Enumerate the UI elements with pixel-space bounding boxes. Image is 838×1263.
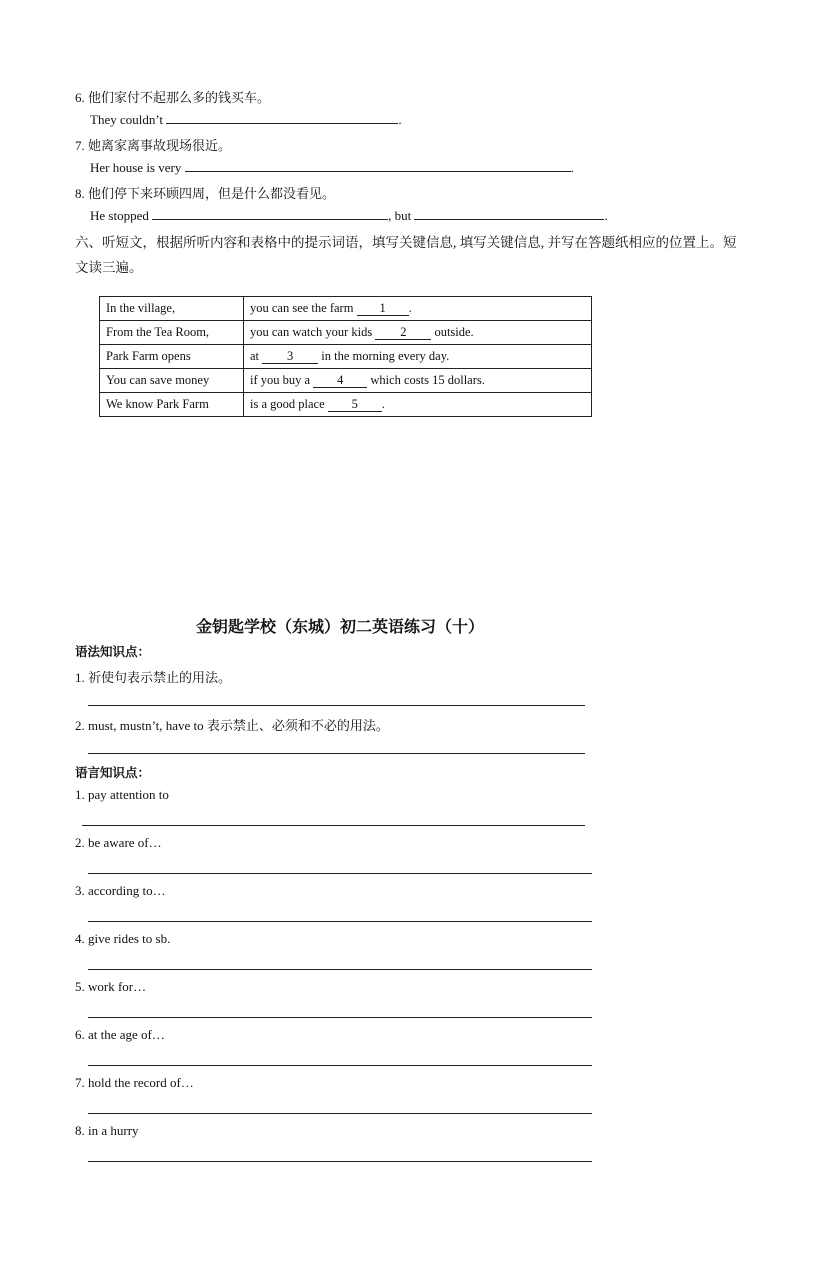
language-item-4: 4. give rides to sb.	[75, 931, 171, 946]
question-6-chinese: 6. 他们家付不起那么多的钱买车。	[75, 90, 271, 105]
question-6-answer-line	[90, 111, 402, 128]
cell-text: at	[250, 349, 260, 363]
language-answer-line-6[interactable]	[88, 1065, 592, 1066]
table-row	[100, 297, 592, 321]
language-item-1: 1. pay attention to	[75, 787, 169, 802]
grammar-item-2: 2. must, mustn’t, have to 表示禁止、必须和不必的用法。	[75, 718, 389, 733]
language-item-7: 7. hold the record of…	[75, 1075, 194, 1090]
language-answer-line-5[interactable]	[88, 1017, 592, 1018]
answer-blank-3[interactable]: 3	[262, 350, 318, 364]
table-cell-right	[244, 297, 592, 321]
table-row	[100, 321, 592, 345]
language-item-3: 3. according to…	[75, 883, 166, 898]
question-8-blank-1[interactable]	[152, 207, 388, 220]
exercise-title: 金钥匙学校（东城）初二英语练习（十）	[196, 617, 485, 636]
grammar-heading: 语法知识点：	[75, 644, 151, 659]
grammar-answer-line-2[interactable]	[88, 753, 585, 754]
table-row	[100, 345, 592, 369]
language-item-5: 5. work for…	[75, 979, 147, 994]
language-answer-line-4[interactable]	[88, 969, 592, 970]
question-8-english-start: He stopped	[90, 208, 149, 223]
question-8-period: .	[604, 208, 608, 223]
table-row	[100, 393, 592, 417]
listening-instruction-line-1: 六、听短文，根据所听内容和表格中的提示词语，填写关键信息, 填写关键信息, 并写在答题纸相应的位置上。短	[75, 235, 737, 250]
question-7-blank[interactable]	[185, 159, 571, 172]
cell-text: outside.	[434, 325, 474, 339]
table-cell-right	[244, 345, 592, 369]
cell-text: .	[381, 397, 385, 411]
cell-text: if you buy a	[250, 373, 311, 387]
grammar-item-1: 1. 祈使句表示禁止的用法。	[75, 670, 232, 685]
answer-blank-1[interactable]: 1	[357, 302, 409, 316]
table-cell-right	[244, 393, 592, 417]
question-6-blank[interactable]	[166, 111, 398, 124]
language-item-8: 8. in a hurry	[75, 1123, 139, 1138]
table-row	[100, 369, 592, 393]
answer-blank-5[interactable]: 5	[328, 398, 382, 412]
cell-text: you can see the farm	[250, 301, 354, 315]
cell-text: .	[408, 301, 412, 315]
question-8-chinese: 8. 他们停下来环顾四周，但是什么都没看见。	[75, 186, 336, 201]
table-cell-right	[244, 369, 592, 393]
question-6-period: .	[398, 112, 402, 127]
language-item-2: 2. be aware of…	[75, 835, 162, 850]
question-8-blank-2[interactable]	[414, 207, 604, 220]
table-cell-left: Park Farm opens	[100, 345, 244, 369]
listening-hints-table	[99, 296, 592, 417]
table-cell-left: We know Park Farm	[100, 393, 244, 417]
answer-blank-4[interactable]: 4	[313, 374, 367, 388]
question-7-answer-line	[90, 159, 574, 176]
table-cell-right	[244, 321, 592, 345]
language-item-6: 6. at the age of…	[75, 1027, 165, 1042]
question-6-english-start: They couldn’t	[90, 112, 164, 127]
language-answer-line-2[interactable]	[88, 873, 592, 874]
grammar-answer-line-1[interactable]	[88, 705, 585, 706]
language-answer-line-3[interactable]	[88, 921, 592, 922]
cell-text: which costs 15 dollars.	[370, 373, 485, 387]
listening-instruction-line-2: 文读三遍。	[75, 260, 143, 275]
question-7-chinese: 7. 她离家离事故现场很近。	[75, 138, 232, 153]
cell-text: is a good place	[250, 397, 325, 411]
table-cell-left: From the Tea Room,	[100, 321, 244, 345]
question-7-period: .	[570, 160, 574, 175]
question-8-english-mid: , but	[388, 208, 412, 223]
language-heading: 语言知识点：	[75, 765, 151, 780]
table-cell-left: In the village,	[100, 297, 244, 321]
answer-blank-2[interactable]: 2	[375, 326, 431, 340]
language-answer-line-7[interactable]	[88, 1113, 592, 1114]
language-answer-line-8[interactable]	[88, 1161, 592, 1162]
table-cell-left: You can save money	[100, 369, 244, 393]
question-8-answer-line	[90, 207, 608, 224]
question-7-english-start: Her house is very	[90, 160, 182, 175]
language-answer-line-1[interactable]	[82, 825, 585, 826]
cell-text: in the morning every day.	[321, 349, 450, 363]
cell-text: you can watch your kids	[250, 325, 373, 339]
